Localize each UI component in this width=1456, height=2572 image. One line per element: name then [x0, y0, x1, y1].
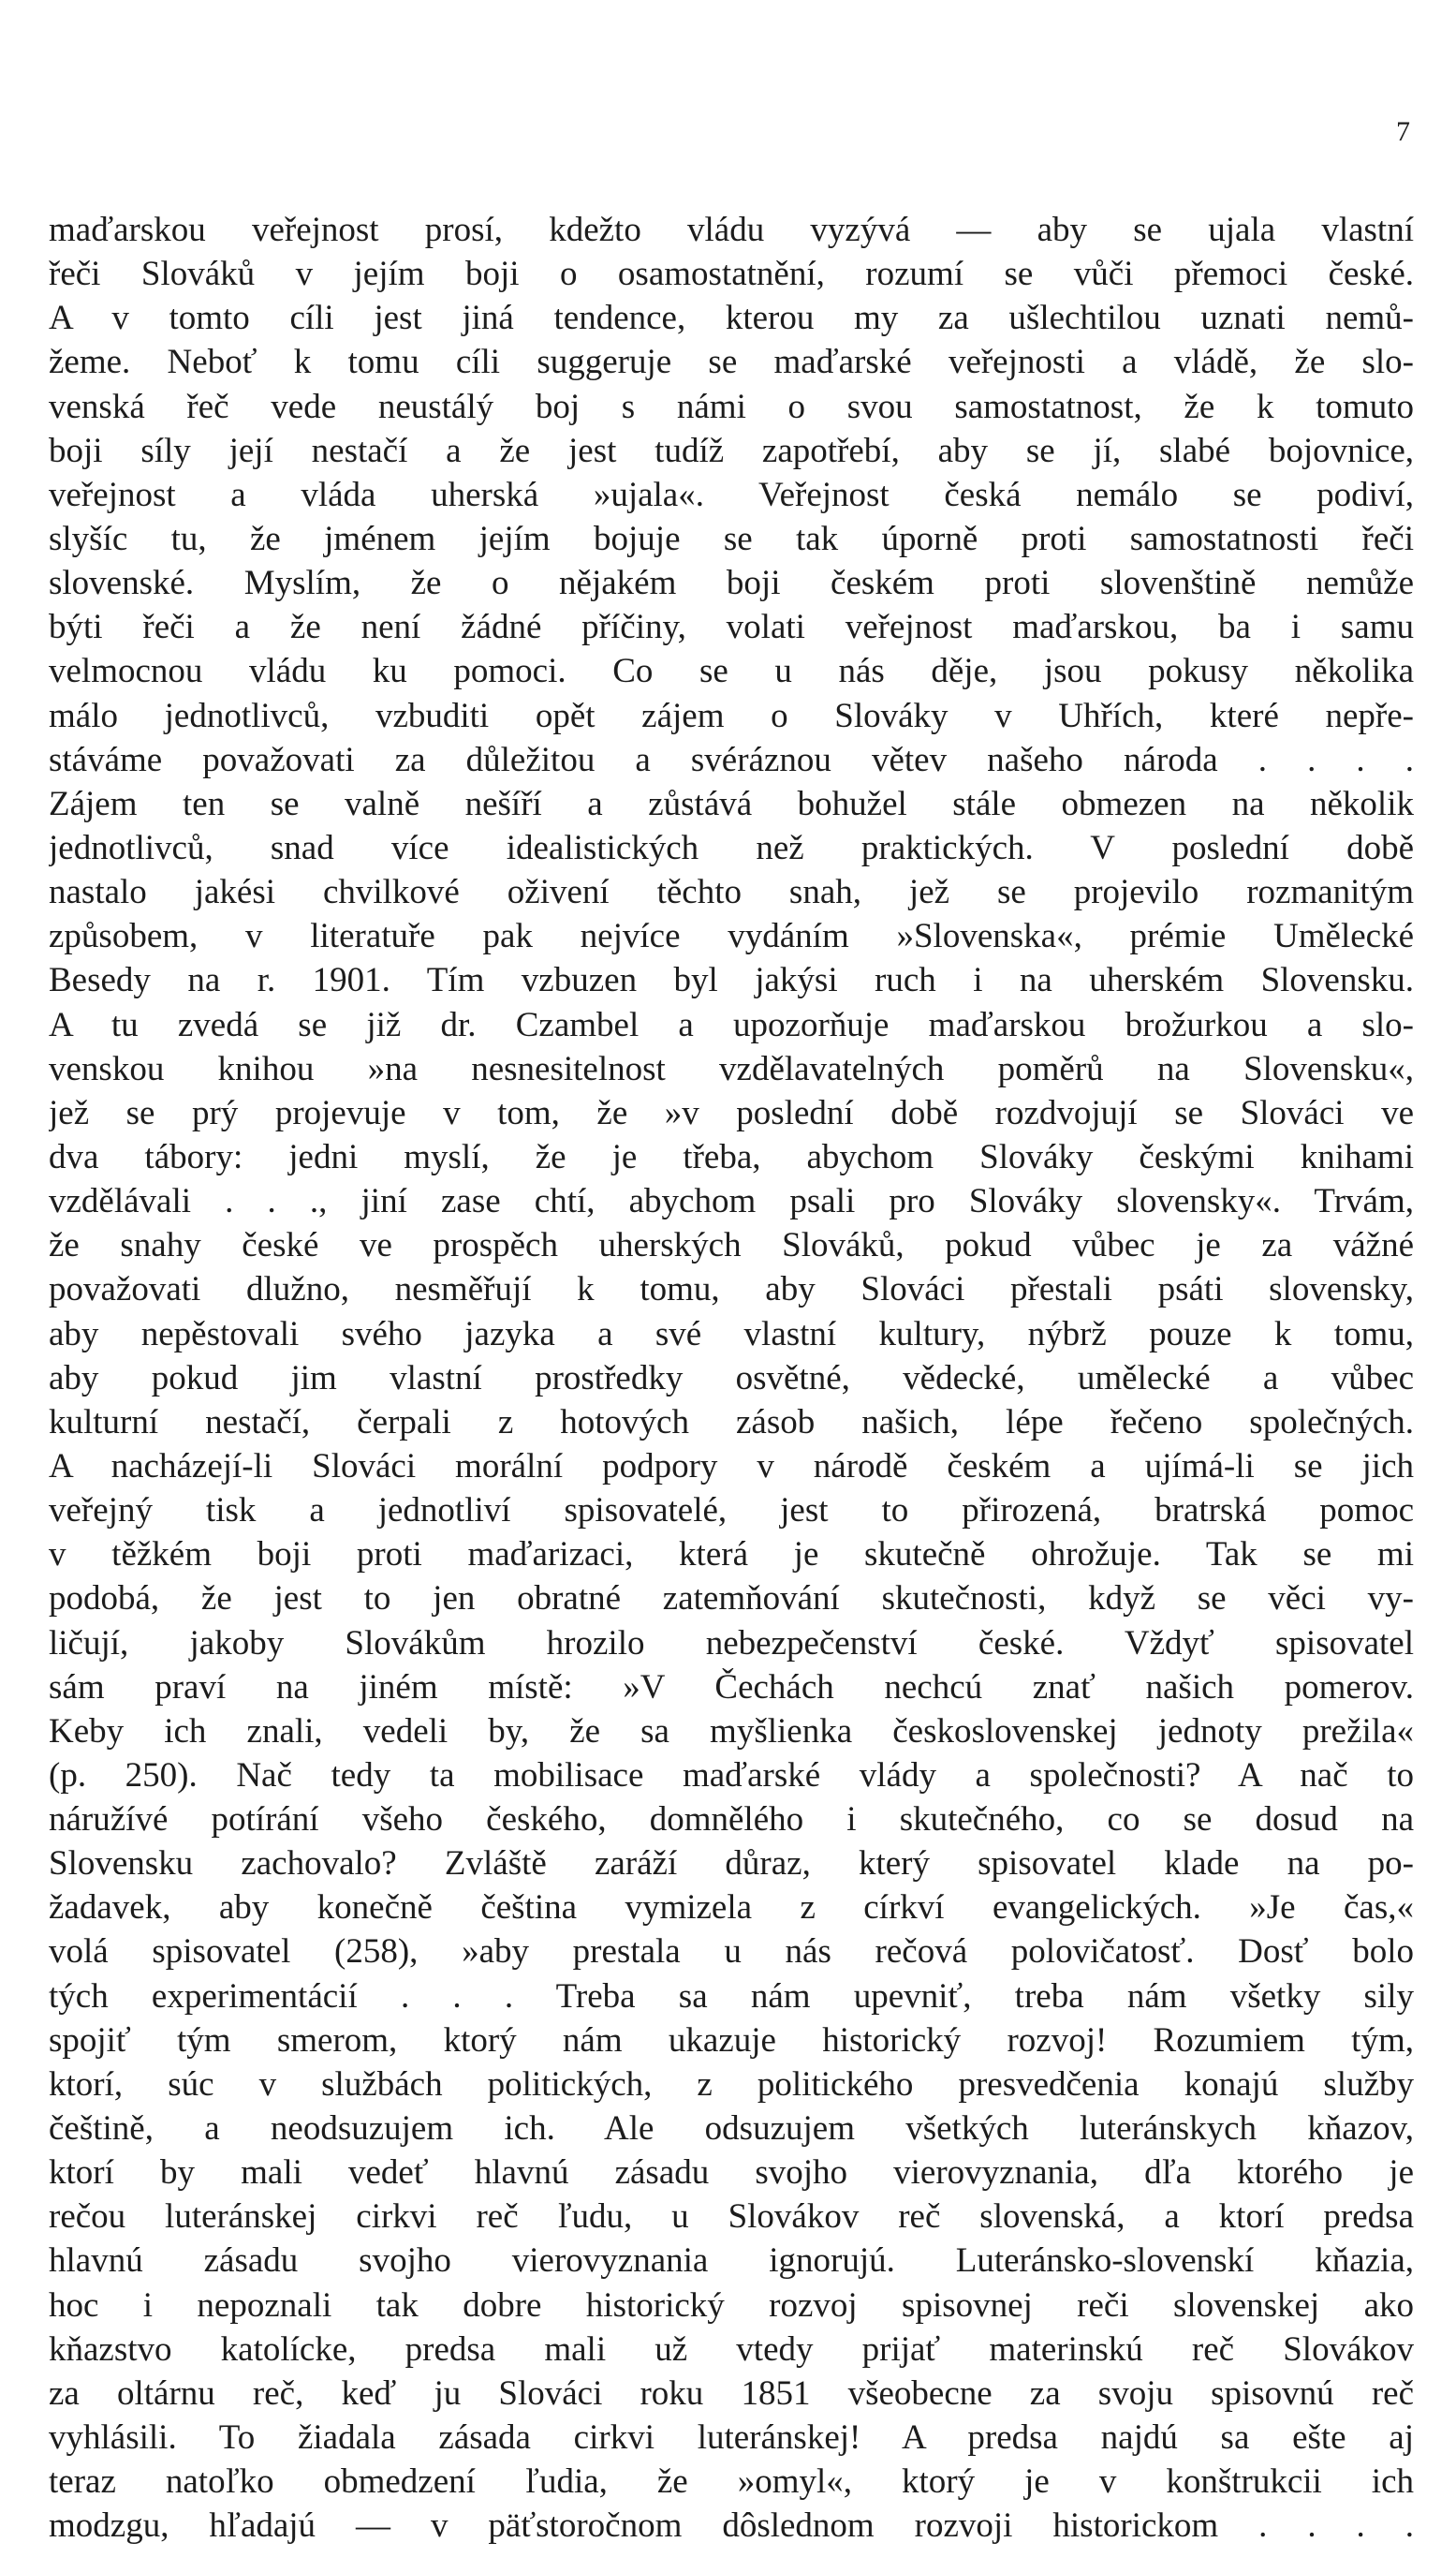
text-line: češtině, a neodsuzujem ich. Ale odsuzujem všetkých luteránskych kňazov, [49, 2109, 1414, 2149]
text-line: venská řeč vede neustálý boj s námi o svou samostatnost, že k tomuto [49, 387, 1414, 426]
text-line: Keby ich znali, vedeli by, že sa myšlienka československej jednoty prežila« [49, 1711, 1414, 1751]
text-line: ktorí by mali vedeť hlavnú zásadu svojho vierovyznania, dľa ktorého je [49, 2153, 1414, 2193]
text-line: rečou luteránskej cirkvi reč ľudu, u Slovákov reč slovenská, a ktorí predsa [49, 2197, 1414, 2237]
text-line: hoc i nepoznali tak dobre historický rozvoj spisovnej reči slovenskej ako [49, 2285, 1414, 2325]
text-line: žadavek, aby konečně čeština vymizela z církví evangelických. »Je čas,« [49, 1888, 1414, 1928]
text-line: že snahy české ve prospěch uherských Slováků, pokud vůbec je za vážné [49, 1226, 1414, 1265]
text-line: považovati dlužno, nesměřují k tomu, aby Slováci přestali psáti slovensky, [49, 1270, 1414, 1309]
text-line: teraz natoľko obmedzení ľudia, že »omyl«, ktorý je v konštrukcii ich [49, 2462, 1414, 2502]
body-text [49, 208, 1414, 2548]
text-line: nastalo jakési chvilkové oživení těchto snah, jež se projevilo rozmanitým [49, 873, 1414, 912]
text-line: vzdělávali . . ., jiní zase chtí, abychom psali pro Slováky slovensky«. Trvám, [49, 1182, 1414, 1221]
text-line: Besedy na r. 1901. Tím vzbuzen byl jakýsi ruch i na uherském Slovensku. [49, 961, 1414, 1000]
text-line: spojiť tým smerom, ktorý nám ukazuje historický rozvoj! Rozumiem tým, [49, 2020, 1414, 2060]
text-line: veřejný tisk a jednotliví spisovatelé, jest to přirozená, bratrská pomoc [49, 1491, 1414, 1530]
text-line: kulturní nestačí, čerpali z hotových zásob našich, lépe řečeno společných. [49, 1402, 1414, 1441]
text-line: vyhlásili. To žiadala zásada cirkvi luteránskej! A predsa najdú sa ešte aj [49, 2418, 1414, 2458]
text-line: volá spisovatel (258), »aby prestala u nás rečová polovičatosť. Dosť bolo [49, 1932, 1414, 1972]
text-line: A v tomto cíli jest jiná tendence, kterou my za ušlechtilou uznati nemů- [49, 299, 1414, 338]
text-line: jednotlivců, snad více idealistických než praktických. V poslední době [49, 828, 1414, 867]
text-line: (p. 250). Nač tedy ta mobilisace maďarské vlády a společnosti? A nač to [49, 1755, 1414, 1795]
text-line: A tu zvedá se již dr. Czambel a upozorňuje maďarskou brožurkou a slo- [49, 1005, 1414, 1044]
text-line: Zájem ten se valně nešíří a zůstává bohužel stále obmezen na několik [49, 784, 1414, 823]
text-line: dva tábory: jedni myslí, že je třeba, abychom Slováky českými knihami [49, 1137, 1414, 1176]
text-line: hlavnú zásadu svojho vierovyznania ignorujú. Luteránsko-slovenskí kňazia, [49, 2241, 1414, 2281]
text-line: náružívé potírání všeho českého, domnělého i skutečného, co se dosud na [49, 1800, 1414, 1840]
text-line: ktorí, súc v službách politických, z politického presvedčenia konajú služby [49, 2064, 1414, 2104]
text-line: sám praví na jiném místě: »V Čechách nechcú znať našich pomerov. [49, 1667, 1414, 1707]
text-line: tých experimentácií . . . Treba sa nám upevniť, treba nám všetky sily [49, 1976, 1414, 2016]
text-line: slovenské. Myslím, že o nějakém boji českém proti slovenštině nemůže [49, 564, 1414, 603]
text-line: býti řeči a že není žádné příčiny, volati veřejnost maďarskou, ba i samu [49, 608, 1414, 647]
text-line: modzgu, hľadajú — v päťstoročnom dôslednom rozvoji historickom . . . . [49, 2506, 1414, 2546]
text-line: Slovensku zachovalo? Zvláště zaráží důraz, který spisovatel klade na po- [49, 1844, 1414, 1884]
text-line: maďarskou veřejnost prosí, kdežto vládu vyzývá — aby se ujala vlastní [49, 211, 1414, 249]
text-line: kňazstvo katolícke, predsa mali už vtedy prijať materinskú reč Slovákov [49, 2329, 1414, 2369]
text-line: žeme. Neboť k tomu cíli suggeruje se maďarské veřejnosti a vládě, že slo- [49, 343, 1414, 382]
text-line: stáváme považovati za důležitou a svéráznou větev našeho národa . . . . [49, 740, 1414, 779]
text-line: řeči Slováků v jejím boji o osamostatnění, rozumí se vůči přemoci české. [49, 255, 1414, 294]
text-line: slyšíc tu, že jménem jejím bojuje se tak úporně proti samostatnosti řeči [49, 519, 1414, 558]
text-line: za oltárnu reč, keď ju Slováci roku 1851 všeobecne za svoju spisovnú reč [49, 2373, 1414, 2413]
text-line: jež se prý projevuje v tom, že »v poslední době rozdvojují se Slováci ve [49, 1093, 1414, 1132]
text-line: aby nepěstovali svého jazyka a své vlastní kultury, nýbrž pouze k tomu, [49, 1314, 1414, 1353]
text-line: způsobem, v literatuře pak nejvíce vydáním »Slovenska«, prémie Umělecké [49, 917, 1414, 956]
text-line: ličují, jakoby Slovákům hrozilo nebezpečenství české. Vždyť spisovatel [49, 1623, 1414, 1663]
text-line: venskou knihou »na nesnesitelnost vzdělavatelných poměrů na Slovensku«, [49, 1049, 1414, 1088]
text-line: podobá, že jest to jen obratné zatemňování skutečnosti, když se věci vy- [49, 1579, 1414, 1619]
text-line: v těžkém boji proti maďarizaci, která je skutečně ohrožuje. Tak se mi [49, 1535, 1414, 1574]
text-line: aby pokud jim vlastní prostředky osvětné, vědecké, umělecké a vůbec [49, 1358, 1414, 1397]
text-line: boji síly její nestačí a že jest tudíž zapotřebí, aby se jí, slabé bojovnice, [49, 431, 1414, 470]
text-line: A nacházejí-li Slováci morální podpory v národě českém a ujímá-li se jich [49, 1446, 1414, 1486]
text-line: velmocnou vládu ku pomoci. Co se u nás děje, jsou pokusy několika [49, 652, 1414, 691]
text-line: málo jednotlivců, vzbuditi opět zájem o Slováky v Uhřích, které nepře- [49, 696, 1414, 735]
text-line: veřejnost a vláda uherská »ujala«. Veřejnost česká nemálo se podiví, [49, 475, 1414, 514]
page-number: 7 [1396, 116, 1411, 147]
